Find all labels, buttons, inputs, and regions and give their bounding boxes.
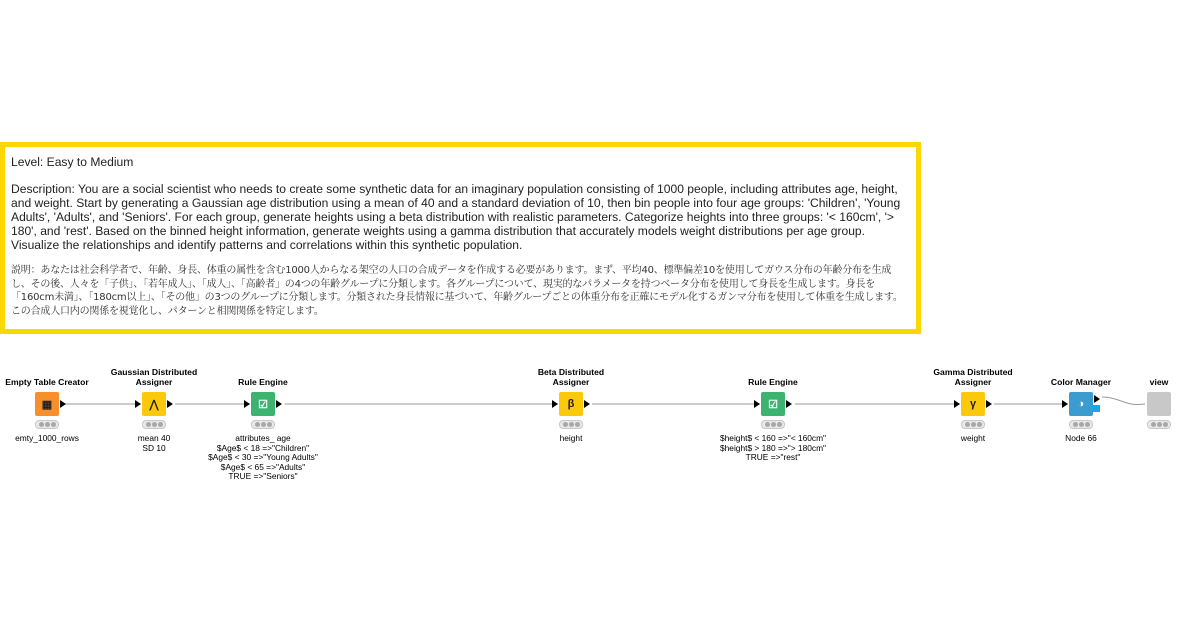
gamma-icon[interactable]: γ <box>961 392 985 416</box>
traffic-light-status <box>1069 420 1093 429</box>
output-port[interactable] <box>986 400 992 408</box>
node-label[interactable]: mean 40 SD 10 <box>137 433 171 453</box>
rule-icon[interactable]: ☑ <box>251 392 275 416</box>
color-drop-icon[interactable]: ◑ <box>1069 392 1093 416</box>
annotation-japanese: 説明：あなたは社会科学者で、年齢、身長、体重の属性を含む1000人からなる架空の人口の合成データを作成する必要があります。まず、平均40、標準偏差10を使用してガウス分布の年齢分布を生成し、その後、人々を「子供」、「若年成人」、「成人」、「高齢者」の4つの年齢グループに分類します。各グループについて、現実的なパラメータを持つベータ分布を使用して身長を生成します。身長を「160cm未満」、「180cm以上」、「その他」の3つのグループに分類します。分類された身長情報に基づいて、年齢グループごとの体重分布を正確にモデル化するガンマ分布を使用して体重を生成します。この合成人口内の関係を視覚化し、パターンと相関関係を特定します。 <box>11 265 903 317</box>
traffic-light-status <box>559 420 583 429</box>
node-title: Beta Distributed Assigner <box>537 367 605 387</box>
output-port[interactable] <box>167 400 173 408</box>
node-title: Gaussian Distributed Assigner <box>110 367 198 387</box>
node-label[interactable]: height <box>559 433 583 443</box>
input-port[interactable] <box>1062 400 1068 408</box>
beta-icon[interactable]: β <box>559 392 583 416</box>
node-label[interactable]: $height$ < 160 =>"< 160cm" $height$ > 180 =>"> 180cm" TRUE =>"rest" <box>719 433 827 463</box>
node-title: Color Manager <box>1050 377 1112 387</box>
node-title: Gamma Distributed Assigner <box>933 367 1013 387</box>
output-port[interactable] <box>60 400 66 408</box>
output-port[interactable] <box>584 400 590 408</box>
node-title: Rule Engine <box>748 377 798 387</box>
node-label[interactable]: Node 66 <box>1065 433 1097 443</box>
traffic-light-status <box>142 420 166 429</box>
traffic-light-status <box>35 420 59 429</box>
output-port[interactable] <box>786 400 792 408</box>
node-title: Empty Table Creator <box>5 377 89 387</box>
output-port[interactable] <box>276 400 282 408</box>
node-label[interactable]: weight <box>960 433 986 443</box>
output-port[interactable] <box>1094 395 1100 403</box>
input-port[interactable] <box>954 400 960 408</box>
annotation-level: Level: Easy to Medium <box>11 155 134 169</box>
view-icon[interactable] <box>1147 392 1171 416</box>
color-model-port[interactable] <box>1092 405 1100 412</box>
traffic-light-status <box>761 420 785 429</box>
input-port[interactable] <box>135 400 141 408</box>
node-label[interactable]: attributes_ age $Age$ < 18 =>"Children" $Age$ < 30 =>"Young Adults" $Age$ < 65 =>"Adults" TRUE =>"Seniors" <box>208 433 318 482</box>
node-title: Rule Engine <box>238 377 288 387</box>
connection-7-8[interactable] <box>1102 397 1145 405</box>
rule-icon[interactable]: ☑ <box>761 392 785 416</box>
annotation-description: Description: You are a social scientist who needs to create some synthetic data for an imaginary population consisting of 1000 people, including attributes age, height, and weight. Start by generating a Gaussian age distribution using a mean of 40 and a standard deviation of 10, then bin people into four age groups: 'Children', 'Young Adults', 'Adults', and 'Seniors'. For each group, generate heights using a beta distribution with realistic parameters. Categorize heights into three groups: '< 160cm', '> 180', and 'rest'. Based on the binned height information, generate weights using a gamma distribution that accurately models weight distributions per age group. Visualize the relationships and identify patterns and correlations within this synthetic population. <box>11 182 901 252</box>
input-port[interactable] <box>244 400 250 408</box>
gaussian-icon[interactable]: ⋀ <box>142 392 166 416</box>
input-port[interactable] <box>754 400 760 408</box>
node-title: view <box>1149 377 1169 387</box>
workflow-annotation[interactable] <box>0 142 921 334</box>
node-label[interactable]: emty_1000_rows <box>15 433 79 443</box>
traffic-light-status <box>961 420 985 429</box>
table-plus-icon[interactable]: ▦ <box>35 392 59 416</box>
input-port[interactable] <box>552 400 558 408</box>
traffic-light-status <box>251 420 275 429</box>
traffic-light-status <box>1147 420 1171 429</box>
